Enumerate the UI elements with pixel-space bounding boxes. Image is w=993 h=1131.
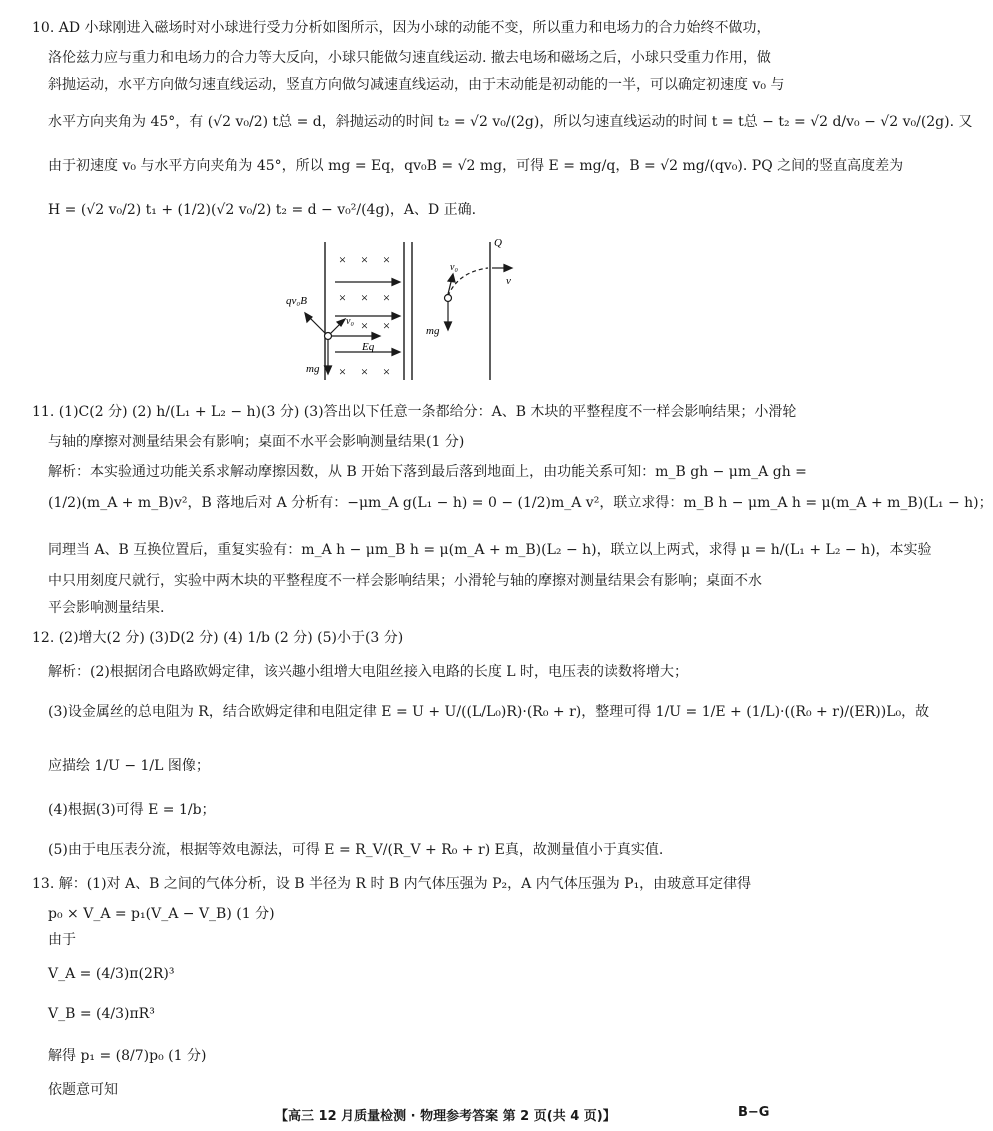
q10-line-6: H = (√2 v₀/2) t₁ + (1/2)(√2 v₀/2) t₂ = d − v₀²/(4g)，A、D 正确. [48, 202, 477, 218]
field-mark: × [360, 252, 369, 267]
q13-line-7: 依题意可知 [48, 1082, 118, 1098]
q13-line-4: V_A = (4/3)π(2R)³ [48, 966, 175, 982]
q10-line-4: 水平方向夹角为 45°，有 (√2 v₀/2) t总 = d，斜抛运动的时间 t₂ = √2 v₀/(2g)，所以匀速直线运动的时间 t = t总 − t₂ = √2 d/v₀ − √2 v₀/(2g). 又 [48, 114, 973, 130]
q13-line-5: V_B = (4/3)πR³ [48, 1006, 155, 1022]
q13-line-3: 由于 [48, 932, 76, 948]
field-mark: × [338, 290, 347, 305]
q11-line-7: 平会影响测量结果. [48, 600, 165, 616]
label-Eq: Eq [362, 341, 375, 353]
q12-line-4: 应描绘 1/U − 1/L 图像； [48, 758, 210, 774]
q11-line-2: 与轴的摩擦对测量结果会有影响；桌面不水平会影响测量结果(1 分) [48, 434, 465, 450]
q11-line-4: (1/2)(m_A + m_B)v²，B 落地后对 A 分析有：−μm_A g(L₁ − h) = 0 − (1/2)m_A v²，联立求得：m_B h − μm_A h = μ(m_A + m_B)(L₁ − h)； [48, 495, 993, 511]
q13-line-2: p₀ × V_A = p₁(V_A − V_B) (1 分) [48, 906, 275, 922]
label-v0-right: v₀ [450, 262, 458, 273]
field-mark: × [360, 290, 369, 305]
q12-line-1: 12. (2)增大(2 分) (3)D(2 分) (4) 1/b (2 分) (5)小于(3 分) [32, 630, 404, 646]
q11-line-3: 解析：本实验通过功能关系求解动摩擦因数，从 B 开始下落到最后落到地面上，由功能关系可知：m_B gh − μm_A gh = [48, 464, 807, 480]
q12-line-5: (4)根据(3)可得 E = 1/b； [48, 802, 216, 818]
field-mark: × [360, 364, 369, 379]
q12-line-2: 解析：(2)根据闭合电路欧姆定律，该兴趣小组增大电阻丝接入电路的长度 L 时，电压表的读数将增大； [48, 664, 689, 680]
q10-line-2: 洛伦兹力应与重力和电场力的合力等大反向，小球只能做匀速直线运动. 撤去电场和磁场之后，小球只受重力作用，做 [48, 50, 771, 66]
label-mg-right: mg [426, 325, 440, 337]
field-mark: × [360, 318, 369, 333]
ball-right [445, 295, 452, 302]
q10-line-1: 10. AD 小球刚进入磁场时对小球进行受力分析如图所示，因为小球的动能不变，所以重力和电场力的合力始终不做功， [32, 20, 771, 36]
q10-line-5: 由于初速度 v₀ 与水平方向夹角为 45°，所以 mg = Eq，qv₀B = √2 mg，可得 E = mg/q，B = √2 mg/(qv₀). PQ 之间的竖直高度差为 [48, 158, 904, 174]
label-v0-left: v₀ [346, 316, 354, 327]
field-mark: × [338, 252, 347, 267]
label-qv0B: qv₀B [286, 295, 307, 307]
q13-line-6: 解得 p₁ = (8/7)p₀ (1 分) [48, 1048, 207, 1064]
field-mark: × [382, 252, 391, 267]
q10-line-3: 斜抛运动，水平方向做匀速直线运动，竖直方向做匀减速直线运动，由于末动能是初动能的一半，可以确定初速度 v₀ 与 [48, 77, 785, 93]
field-mark: × [338, 364, 347, 379]
q12-line-6: (5)由于电压表分流，根据等效电源法，可得 E = R_V/(R_V + R₀ + r) E真，故测量值小于真实值. [48, 842, 664, 858]
q11-line-1: 11. (1)C(2 分) (2) h/(L₁ + L₂ − h)(3 分) (3)答出以下任意一条都给分：A、B 木块的平整程度不一样会影响结果；小滑轮 [32, 404, 797, 420]
label-v: v [506, 275, 511, 287]
velocity-arrows-right [445, 265, 513, 331]
label-mg-left: mg [306, 363, 320, 375]
label-Q: Q [494, 237, 502, 249]
field-mark: × [382, 290, 391, 305]
field-mark: × [382, 318, 391, 333]
q11-line-5: 同理当 A、B 互换位置后，重复实验有：m_A h − μm_B h = μ(m_A + m_B)(L₂ − h)，联立以上两式，求得 μ = h/(L₁ + L₂ − h)，本实验 [48, 542, 932, 558]
field-mark: × [382, 364, 391, 379]
q12-line-3: (3)设金属丝的总电阻为 R，结合欧姆定律和电阻定律 E = U + U/((L/L₀)R)·(R₀ + r)，整理可得 1/U = 1/E + (1/L)·((R₀ + r)/(ER))L₀，故 [48, 704, 930, 720]
q11-line-6: 中只用刻度尺就行，实验中两木块的平整程度不一样会影响结果；小滑轮与轴的摩擦对测量结果会有影响；桌面不水 [48, 573, 762, 589]
footer-code: B−G [738, 1105, 770, 1120]
footer-center: 【高三 12 月质量检测 · 物理参考答案 第 2 页(共 4 页)】 [275, 1109, 616, 1124]
q10-figure [280, 232, 540, 384]
q13-line-1: 13. 解：(1)对 A、B 之间的气体分析，设 B 半径为 R 时 B 内气体压强为 P₂，A 内气体压强为 P₁，由玻意耳定律得 [32, 876, 752, 892]
